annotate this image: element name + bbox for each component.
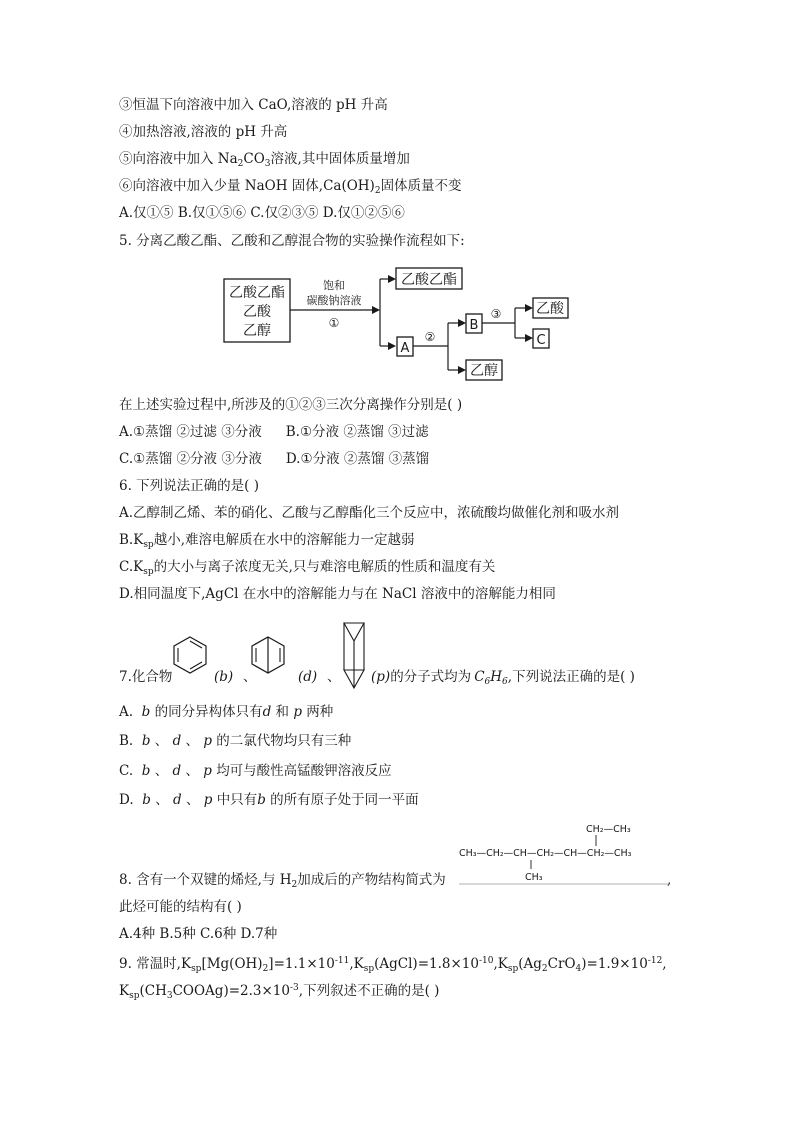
q7-option-C: C. b 、 d 、 p 均可与酸性高锰酸钾溶液反应 [119,763,392,779]
reagent-line-1: 饱和 [323,279,345,292]
q7-label-b: (b) [214,669,234,685]
alcohol-label: 乙醇 [470,363,498,379]
label-A: A [400,341,410,356]
q6-option-B: $B.K_{sp}$越小,难溶电解质在水中的溶解能力一定越弱 [119,532,415,550]
q5-options-row-2: C.①蒸馏 ②分液 ③分液 D.①分液 ②蒸馏 ③蒸馏 [119,451,430,467]
q7-stem-tail: (p)的分子式均为 $C_6H_6$,下列说法正确的是( ) [371,669,635,687]
q4-options: A.仅①⑤ B.仅①⑤⑥ C.仅②③⑤ D.仅①②⑤⑥ [119,205,405,221]
step-1-label: ① [328,316,340,330]
acid-label: 乙酸 [536,301,564,317]
label-C: C [536,333,546,348]
q9-line-1: 9. 常温时$,K_{sp}[Mg(OH)_2]=1.1\times 10^{-11},K_{sp}(AgCl)=1.8\times 10^{-10},K_{sp}(Ag_2CrO_4)=1.9\times 10^{-12}$, [119,956,667,974]
q4-item-4: ④加热溶液,溶液的 pH 升高 [119,124,288,140]
q6-option-A: A.乙醇制乙烯、苯的硝化、乙酸与乙醇酯化三个反应中，浓硫酸均做催化剂和吸水剂 [119,505,620,521]
q7-option-D: D. b 、 d 、 p 中只有b 的所有原子处于同一平面 [119,792,419,808]
q6-option-C: $C.K_{sp}$的大小与离子浓度无关,只与难溶电解质的性质和温度有关 [119,559,496,577]
struct-main: CH₃—CH₂—CH—CH₂—CH—CH₂—CH₃ [459,848,632,859]
q8-options: A.4种 B.5种 C.6种 D.7种 [119,926,278,942]
q7-label-d: (d) [298,669,318,685]
mixture-line-1: 乙酸乙酯 [229,285,285,301]
reagent-line-2: 碳酸钠溶液 [306,294,362,307]
q9-line-2: $K_{sp}(CH_3COOAg)=2.3\times 10^{-3}$,下列叙述不正确的是( ) [119,983,440,1001]
q7-option-B: B. b 、 d 、 p 的二氯代物均只有三种 [119,733,352,749]
q7-prefix: 7.化合物 [119,669,173,685]
struct-bottom: CH₃ [525,872,543,883]
q4-item-5: ⑤向溶液中加入 $Na_2CO_3$溶液,其中固体质量增加 [119,151,410,169]
q7-sep-2: 、 [327,669,341,685]
ester-label: 乙酸乙酯 [401,272,457,288]
q8-line-2: 此烃可能的结构有( ) [119,899,242,915]
q6-stem: 6. 下列说法正确的是( ) [119,478,259,494]
q7-sep-1: 、 [243,669,257,685]
q6-option-D: D.相同温度下,AgCl 在水中的溶解能力与在 NaCl 溶液中的溶解能力相同 [119,586,556,602]
q4-item-6: ⑥向溶液中加入少量 NaOH 固体$,Ca(OH)_2$固体质量不变 [119,178,462,196]
step-2-label: ② [424,330,436,344]
q5-question: 在上述实验过程中,所涉及的①②③三次分离操作分别是( ) [119,397,463,413]
q7-option-A: A. b 的同分异构体只有d 和 p 两种 [119,704,334,720]
struct-top: CH₂—CH₃ [586,824,631,835]
mixture-line-2: 乙酸 [243,304,271,320]
q8-comma: , [667,872,672,888]
label-B: B [469,318,479,333]
q5-options-row-1: A.①蒸馏 ②过滤 ③分液 B.①分液 ②蒸馏 ③过滤 [119,424,429,440]
step-3-label: ③ [490,307,502,321]
q4-item-3: ③恒温下向溶液中加入 CaO,溶液的 pH 升高 [119,97,388,113]
q8-stem: 8. 含有一个双键的烯烃,与 $H_2$加成后的产物结构简式为 [119,872,446,890]
mixture-line-3: 乙醇 [243,323,271,339]
q5-stem: 5. 分离乙酸乙酯、乙酸和乙醇混合物的实验操作流程如下: [119,233,465,249]
